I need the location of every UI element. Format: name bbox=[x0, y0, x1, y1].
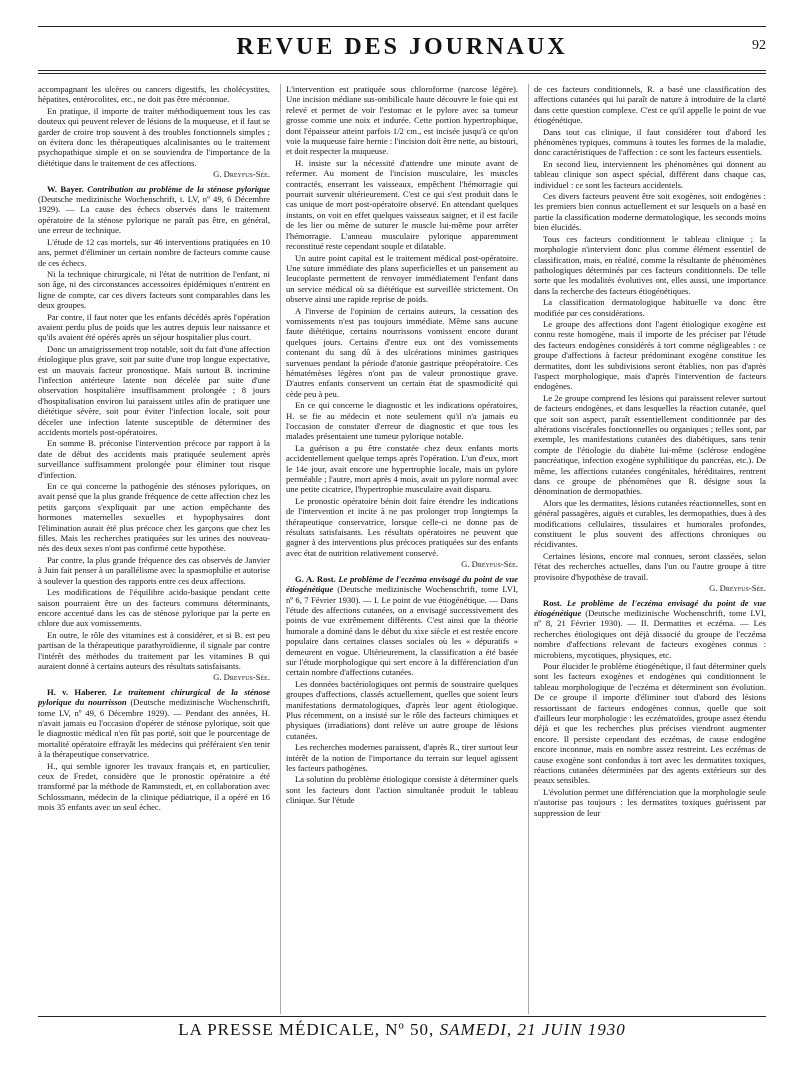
article-body: (Deutsche medizinische Wochenschrift, tome LV, nº 49, 6 Décembre 1929). — Pendant des années, H. n'avait jamais eu l'occasion d'opérer de sténose pylorique, soit que le diagnostic médical n'en fût pas porté, soit que le pourcentage de mortalité opératoire effrayât les médecins qui préféraient s'en tenir à la thérapeutique conservatrice. bbox=[38, 697, 270, 760]
page-number: 92 bbox=[752, 38, 766, 53]
body-paragraph: En outre, le rôle des vitamines est à considérer, et si B. est peu partisan de la thérapeutique parathyroïdienne, il signale par contre l'intérêt des méthodes du traitement par les vitamines B qui auraient donné à certains auteurs des résultats satisfaisants. bbox=[38, 629, 270, 671]
column-middle bbox=[286, 84, 518, 1014]
column-right bbox=[534, 84, 766, 1014]
body-paragraph: En ce qui concerne la pathogénie des sténoses pyloriques, on avait pensé que la plus grande fréquence de cette affection chez les petits garçons s'expliquait par une action empêchante des hormones maternelles sexuelles et hypophysaires dont l'élimination aurait été plus précoce chez les garçons que chez les filles. Mais les recherches pratiquées sur les urines des nouveau-nés des deux sexes n'ont pas confirmé cette hypothèse. bbox=[38, 481, 270, 554]
body-paragraph: Les données bactériologiques ont permis de soustraire quelques groupes d'affections, classés actuellement, quelles que soient leurs manifestations dermatologiques, d'après leur agent étiologique. Plus récemment, on a insisté sur le rôle des facteurs chimiques et physiques (irradiations) dont relève un autre groupe de lésions cutanées. bbox=[286, 678, 518, 741]
author-signature: G. Dreyfus-Sée. bbox=[213, 169, 270, 180]
article-heading bbox=[38, 687, 270, 760]
article-columns bbox=[38, 84, 766, 1014]
author-signature: G. Dreyfus-Sée. bbox=[213, 672, 270, 683]
article-title: Le problème de l'eczéma envisagé du point de vue étiogénétique bbox=[534, 597, 766, 618]
body-paragraph: L'étude de 12 cas mortels, sur 46 interventions pratiquées en 10 ans, permet d'éliminer un certain nombre de facteurs comme cause de ces échecs. bbox=[38, 236, 270, 268]
body-paragraph: A l'inverse de l'opinion de certains auteurs, la cessation des vomissements n'est pas toujours immédiate. Même sans aucune faute diététique, certains nourrissons vomissent encore durant quelques jours. Certains d'entre eux ont des vomissements contenant du sang dû à des ulcérations minimes gastriques survenues pendant la période d'atonie gastrique préopératoire. Ces hématémèses légères n'ont pas de valeur pronostique grave. D'autres enfants conservent un certain état de spasmodicité qui cède peu à peu. bbox=[286, 305, 518, 399]
footer-day: SAMEDI, bbox=[439, 1020, 513, 1039]
column-divider bbox=[528, 84, 529, 1014]
header-bottom-rule bbox=[38, 70, 766, 71]
article-body: (Deutsche medizinische Wochenschrift, t. LV, nº 49, 6 Décembre 1929). — La cause des échecs observés dans le traitement opératoire de la sténose pylorique ne paraît pas être, en général, une erreur de technique. bbox=[38, 194, 270, 236]
body-paragraph: Tous ces facteurs conditionnent le tableau clinique ; la morphologie n'intervient donc plus comme élément essentiel de classification, mais, en réalité, comme la résultante de phénomènes pathologiques déterminés par ces facteurs conditionnels. De telle sorte que les modalités évolutives ont, elles aussi, une importance dans la recherche des facteurs étiogénétiques. bbox=[534, 233, 766, 296]
article-author: Rost. bbox=[543, 597, 562, 608]
article-title: Contribution au problème de la sténose pylorique bbox=[87, 183, 270, 194]
body-paragraph: Ces divers facteurs peuvent être soit exogènes, soit endogènes : les premiers bien connus actuellement et sur lesquels on a basé en partie la classification moderne dermatologique, les seconds moins bien élucidés. bbox=[534, 191, 766, 233]
body-paragraph: En pratique, il importe de traiter méthodiquement tous les cas douteux qui peuvent relever de lésions de la muqueuse, et il faut se garder de croire trop souvent à des troubles fonctionnels simples ; on évitera donc les thérapeutiques alcalinisantes ou le traitement psychopathique simple et on se souviendra de l'importance de la diététique dans le traitement de ces affections. bbox=[38, 105, 270, 168]
body-paragraph: accompagnant les ulcères ou cancers digestifs, les cholécystites, hépatites, entérocolites, etc., ne doit pas être méconnue. bbox=[38, 84, 270, 105]
body-paragraph: Les modifications de l'équilibre acido-basique pendant cette saison pourraient être un des facteurs communs déterminants, encore accentué dans les cas de sténose pylorique par la perte en chlore due aux vomissements. bbox=[38, 587, 270, 629]
header-top-rule bbox=[38, 26, 766, 27]
author-signature: G. Dreyfus-Sée. bbox=[709, 583, 766, 594]
article-author: G. A. Rost. bbox=[295, 573, 336, 584]
body-paragraph: Dans tout cas clinique, il faut considérer tout d'abord les phénomènes typiques, communs à toutes les formes de la maladie, donc caractéristiques de l'affection : ce sont les facteurs essentiels. bbox=[534, 126, 766, 158]
header-bottom-rule-2 bbox=[38, 73, 766, 74]
body-paragraph: H. insiste sur la nécessité d'attendre une minute avant de refermer. Au moment de l'incision musculaire, les muscles contractés, enserrant les vaisseaux, empêchent l'hémorragie qui pourrait survenir ultérieurement. C'est ce qui s'est produit dans le cas unique de mort post-opératoire observé. En attendant quelques instants, on voit en effet quelques vaisseaux saigner, et il est facile de les lier ou même de suturer le muscle lui-même pour arrêter l'hémorragie. L'anneau musculaire pylorique apparemment reconstitué reste cependant souple et dilatable. bbox=[286, 157, 518, 252]
footer-journal: LA PRESSE MÉDICALE, Nº 50, bbox=[178, 1020, 435, 1039]
article-author: H. v. Haberer. bbox=[47, 686, 107, 697]
body-paragraph: La guérison a pu être constatée chez deux enfants morts accidentellement quelque temps après l'opération. L'un d'eux, mort le 14e jour, avait encore une hypertrophie locale, mais un pylore perméable ; l'autre, mort après 4 mois, avait un pylore normal avec une petite cicatrice, l'hypertrophie musculaire avait disparu. bbox=[286, 442, 518, 495]
body-paragraph: La classification dermatologique habituelle va donc être modifiée par ces considérations. bbox=[534, 297, 766, 318]
article-title: Le problème de l'eczéma envisagé du point de vue étiogénétique bbox=[286, 573, 518, 595]
body-paragraph: En somme B. préconise l'intervention précoce par rapport à la date de début des accidents mais pratiquée seulement après surveillance suffisamment prolongée pour éliminer tout risque d'infection. bbox=[38, 438, 270, 480]
body-paragraph: En ce qui concerne le diagnostic et les indications opératoires, H. se fie au médecin et note seulement qu'il n'a jamais eu l'occasion de constater d'erreur de diagnostic et que tous les malades présentaient une tumeur pylorique notable. bbox=[286, 400, 518, 442]
body-paragraph: L'évolution permet une différenciation que la morphologie seule n'autorise pas toujours : les dermatites toxiques guérissent par suppression de leur bbox=[534, 786, 766, 818]
article-body: (Deutsche medizinische Wochenschrift, tome LVI, nº 6, 7 Février 1930). — I. Le point de vue étiogénétique. — Dans l'étude des affections cutanées, on a envisagé successivement des points de vue extrêmement différents. C'est ainsi que la théorie humorale a dominé dans le début du xixe siècle et est restée encore populaire dans certaines classes sociales où les « dépuratifs » demeurent en vogue. Ultérieurement, la classification a été basée sur l'étude morphologique qui sert encore à la différenciation d'un certain nombre d'affections cutanées. bbox=[286, 584, 518, 678]
article-body: (Deutsche medizinische Wochenschrift, tome LVI, nº 8, 21 Février 1930). — II. Dermatites et eczéma. — Les recherches étiologiques ont déjà dissocié du groupe de l'eczéma nombre d'affections relevant de facteurs exogènes connus : microbiens, mycotiques, physiques, etc. bbox=[534, 607, 766, 660]
footer-date: 21 JUIN 1930 bbox=[517, 1020, 626, 1039]
body-paragraph: Alors que les dermatites, lésions cutanées réactionnelles, sont en général passagères, aiguës et curables, les dermopathies, dues à des modifications cellulaires, tissulaires et humorales profondes, constituent le plus souvent des affections chroniques ou récidivantes. bbox=[534, 497, 766, 550]
body-paragraph: H., qui semble ignorer les travaux français et, en particulier, ceux de Fredet, considère que le pronostic opératoire a été transformé par la méthode de Rammstedt, et, en collaboration avec Schlossmann, médecin de la clinique pédiatrique, il a opéré en 16 mois 35 enfants avec un seul échec. bbox=[38, 760, 270, 813]
body-paragraph: Certaines lésions, encore mal connues, seront classées, selon l'état des recherches actuelles, dans l'un ou l'autre groupe à titre provisoire d'hypothèse de travail. bbox=[534, 550, 766, 582]
body-paragraph: de ces facteurs conditionnels, R. a basé une classification des affections cutanées qui lui paraît de nature à introduire de la clarté dans cette question complexe. C'est ce qu'il appelle le point de vue étiogénétique. bbox=[534, 84, 766, 126]
body-paragraph: Le 2e groupe comprend les lésions qui paraissent relever surtout de facteurs endogènes, et dans lesquelles la réaction cutanée, quel que soit son aspect, paraît essentiellement conditionnée par des altérations viscérales fonctionnelles ou organiques ; telles sont, par exemple, les manifestations cutanées des diabétiques, sans tenir compte de l'étiologie du diabète lui-même (sclérose endogène pancréatique, infection exogène syphilitique du pancréas, etc.). De même, les affections cutanées congénitales, héréditaires, rentrent dans ce groupe de phénomènes que R. désigne sous la dénomination de dermopathies. bbox=[534, 392, 766, 497]
body-paragraph: Le groupe des affections dont l'agent étiologique exogène est connu reste homogène, mais il importe de les préciser par l'étude des facteurs endogènes considérés à tort comme négligeables : ce groupe d'affections à facteur prédominant exogène constitue les dermatites, dont les subdivisions seront établies, non pas d'après l'aspect morphologique, mais d'après l'intervention de facteurs endogènes. bbox=[534, 318, 766, 392]
article-heading bbox=[286, 574, 518, 678]
body-paragraph: Par contre, la plus grande fréquence des cas observés de Janvier à Juin fait penser à un parallélisme avec la spasmophilie et autorise à soulever la question des rapports entre ces deux affections. bbox=[38, 554, 270, 586]
column-left bbox=[38, 84, 270, 1014]
column-divider bbox=[280, 84, 281, 1014]
body-paragraph: Par contre, il faut noter que les enfants décédés après l'opération avaient perdu plus de poids que les autres depuis leur naissance et qu'ils avaient été opérés après un séjour hospitalier plus court. bbox=[38, 311, 270, 343]
article-title: Le traitement chirurgical de la sténose pylorique du nourrisson bbox=[38, 686, 270, 708]
body-paragraph: L'intervention est pratiquée sous chloroforme (narcose légère). Une incision médiane sus-ombilicale haute découvre le foie qui est relevé et permet de voir l'estomac et le pylore avec sa tumeur grosse comme une noix et indurée. Cette portion hypertrophique, dont l'épaisseur atteint parfois 1/2 cm., est incisée jusqu'à ce qu'on voie la muqueuse faire hernie : l'incision doit être nette, au bistouri, et doit respecter la muqueuse. bbox=[286, 84, 518, 157]
author-signature: G. Dreyfus-Sée. bbox=[461, 559, 518, 570]
body-paragraph: Donc un amaigrissement trop notable, soit du fait d'une affection étiologique plus grave, soit par suite d'une trop longue expectative, est un mauvais facteur pronostique. Mais surtout B. incrimine l'infection antérieure latente non décelée par suite d'une observation hospitalière insuffisamment prolongée ; 8 jours d'hospitalisation environ lui paraissent utiles afin de pratiquer une diététique sévère, soit pour éviter l'infection locale, soit pour déceler une infection latente susceptible de déterminer des accidents mortels post-opératoires. bbox=[38, 343, 270, 437]
body-paragraph: Ni la technique chirurgicale, ni l'état de nutrition de l'enfant, ni son âge, ni des circonstances accessoires épidémiques n'entrent en ligne de compte, car ces divers facteurs sont comparables dans les deux groupes. bbox=[38, 268, 270, 311]
body-paragraph: En second lieu, interviennent les phénomènes qui donnent au tableau clinique son aspect spécial, différent dans chaque cas, individuel : ce sont les facteurs accidentels. bbox=[534, 158, 766, 190]
journal-title: REVUE DES JOURNAUX bbox=[236, 34, 568, 60]
article-author: W. Bayer. bbox=[47, 183, 84, 194]
body-paragraph: La solution du problème étiologique consiste à déterminer quels sont les facteurs dont l'action simultanée produit le tableau clinique. Sur l'étude bbox=[286, 774, 518, 806]
body-paragraph: Les recherches modernes paraissent, d'après R., tirer surtout leur intérêt de la notion de l'importance du terrain sur lequel agissent les facteurs pathogènes. bbox=[286, 742, 518, 773]
body-paragraph: Un autre point capital est le traitement médical post-opératoire. Une suture immédiate des plans superficielles et un pansement au leucoplaste permettent de renvoyer immédiatement l'enfant dans un service médical où sa diététique est surveillée strictement. On observe ainsi une rapide reprise de poids. bbox=[286, 252, 518, 305]
body-paragraph: Le pronostic opératoire bénin doit faire étendre les indications de l'intervention et incite à ne pas prolonger trop longtemps la thérapeutique conservatrice, lorsque celle-ci ne donne pas de résultats satisfaisants. Les résultats opératoires ne peuvent que gagner à des interventions plus précoces pratiquées sur des enfants avec état de nutrition relativement conservé. bbox=[286, 495, 518, 558]
body-paragraph: Pour élucider le problème étiogénétique, il faut déterminer quels sont les facteurs exogènes et endogènes qui conditionnent le tableau morphologique de l'eczéma et déterminent son évolution. De ce groupe il importe d'éliminer tout d'abord des lésions ressortissant de facteurs endogènes connus, quelle que soit d'ailleurs leur morphologie : les eczématoïdes, groupe assez étendu déjà et que les recherches plus précises viendront augmenter encore. Il persiste cependant des eczémas, de cause endogène encore inconnue, mais en nombre assez restreint. Les eczémas de cause exogène sont confondus à tort avec les dermatites toxiques, réactions cutanées déterminées par des agents extérieurs sur des peaux sensibles. bbox=[534, 660, 766, 786]
footer-rule bbox=[38, 1016, 766, 1017]
page-footer bbox=[38, 1020, 766, 1040]
article-heading bbox=[38, 184, 270, 236]
article-heading bbox=[534, 598, 766, 660]
page bbox=[38, 26, 766, 1060]
